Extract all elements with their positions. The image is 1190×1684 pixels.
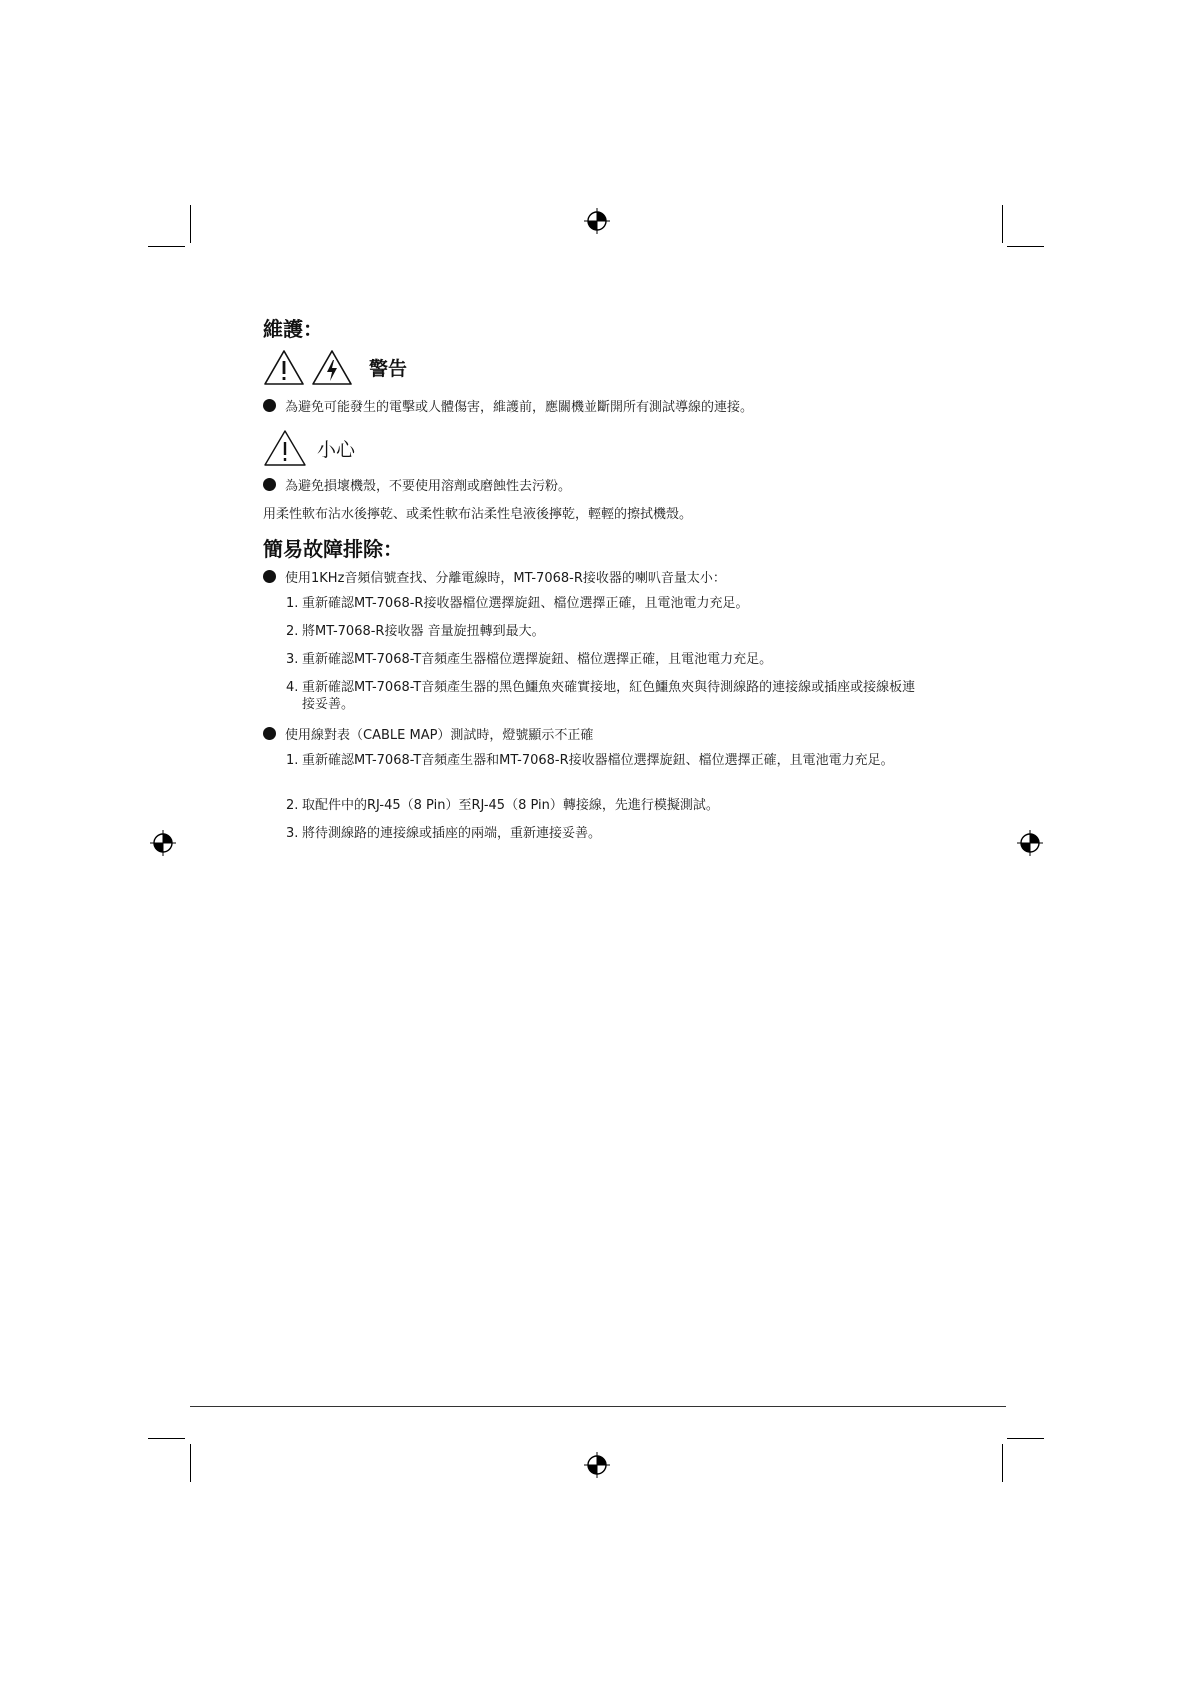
step-item [286, 679, 926, 713]
crop-mark-bottom-left-v [190, 1444, 191, 1482]
step-item [286, 797, 926, 814]
caution-bullet [263, 475, 571, 494]
bullet-2-text: 使用線對表（CABLE MAP）測試時，燈號顯示不正確 [285, 728, 594, 743]
step-text: 重新確認MT-7068-T音頻產生器和MT-7068-R接收器檔位選擇旋鈕、檔位選擇正確，且電池電力充足。 [302, 753, 894, 768]
warning-label: 警告 [369, 358, 408, 380]
exclamation-triangle-icon [263, 349, 305, 386]
step-text: 重新確認MT-7068-T音頻產生器檔位選擇旋鈕、檔位選擇正確，且電池電力充足。 [302, 652, 773, 667]
step-number: 1. [286, 596, 299, 611]
step-text: 重新確認MT-7068-R接收器檔位選擇旋鈕、檔位選擇正確，且電池電力充足。 [302, 596, 749, 611]
crop-mark-bottom-right-v [1002, 1444, 1003, 1482]
step-text: 將待測線路的連接線或插座的兩端，重新連接妥善。 [302, 826, 602, 841]
step-text: 將MT-7068-R接收器 音量旋扭轉到最大。 [302, 624, 545, 639]
bullet-dot [263, 399, 276, 412]
troubleshooting-bullet-2 [263, 724, 593, 743]
step-number: 2. [286, 798, 299, 813]
bullet-dot [263, 478, 276, 491]
warning-bullet [263, 396, 753, 415]
warning-bullet-text: 為避免可能發生的電擊或人體傷害，維護前，應關機並斷開所有測試導線的連接。 [285, 400, 754, 415]
step-item [286, 623, 926, 640]
step-item [286, 595, 926, 612]
bullet-1-text: 使用1KHz音頻信號查找、分離電線時，MT-7068-R接收器的喇叭音量太小： [285, 571, 726, 586]
troubleshooting-bullet-1 [263, 567, 726, 586]
step-item [286, 651, 926, 668]
step-item [286, 752, 926, 769]
lightning-triangle-icon [311, 349, 353, 386]
registration-mark-right-icon [1017, 830, 1043, 856]
step-number: 3. [286, 652, 299, 667]
maintenance-heading: 維護： [263, 317, 323, 341]
troubleshooting-heading: 簡易故障排除： [263, 537, 403, 561]
caution-note: 用柔性軟布沾水後擰乾、或柔性軟布沾柔性皂液後擰乾，輕輕的擦拭機殼。 [263, 507, 693, 522]
registration-mark-top-icon [584, 208, 610, 234]
step-text: 取配件中的RJ-45（8 Pin）至RJ-45（8 Pin）轉接線，先進行模擬測試。 [302, 798, 719, 813]
caution-label: 小心 [317, 438, 356, 461]
bullet-dot [263, 570, 276, 583]
crop-mark-top-right-v [1002, 205, 1003, 243]
step-item [286, 825, 926, 842]
caution-header [263, 429, 355, 467]
step-text: 重新確認MT-7068-T音頻產生器的黑色鱷魚夾確實接地，紅色鱷魚夾與待測線路的連接線或插座或接線板連接妥善。 [302, 680, 916, 712]
step-number: 4. [286, 680, 299, 695]
step-number: 1. [286, 753, 299, 768]
registration-mark-bottom-icon [584, 1452, 610, 1478]
registration-mark-left-icon [150, 830, 176, 856]
caution-bullet-text: 為避免損壞機殼，不要使用溶劑或磨蝕性去污粉。 [285, 479, 572, 494]
step-number: 2. [286, 624, 299, 639]
crop-mark-bottom-left-h [148, 1438, 185, 1439]
step-number: 3. [286, 826, 299, 841]
exclamation-triangle-icon [263, 429, 307, 467]
bullet-dot [263, 727, 276, 740]
crop-mark-bottom-right-h [1007, 1438, 1044, 1439]
footer-rule [190, 1406, 1006, 1407]
crop-mark-top-left-v [190, 205, 191, 243]
crop-mark-top-left-h [148, 246, 185, 247]
warning-header [263, 349, 407, 386]
crop-mark-top-right-h [1007, 246, 1044, 247]
